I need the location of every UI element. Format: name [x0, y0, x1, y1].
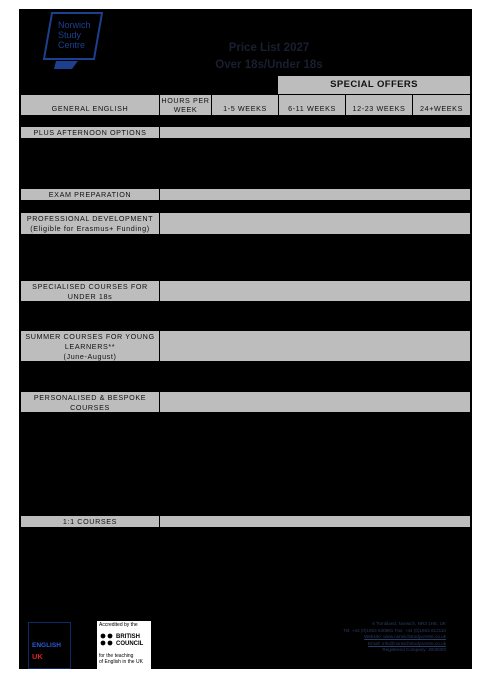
logo-line-3: Centre	[58, 40, 86, 50]
norwich-study-centre-logo	[38, 11, 103, 71]
section-personalised-bespoke: PERSONALISED & BESPOKE	[33, 392, 147, 402]
column-header-6-11-weeks: 6-11 WEEKS	[288, 103, 336, 113]
british-council-accredited: Accredited by the	[99, 622, 138, 628]
english-uk-line-2: UK	[32, 652, 43, 661]
footer-email-link[interactable]: Email: info@norwichstudycentre.co.uk	[368, 640, 446, 646]
logo-line-1: Norwich	[58, 20, 91, 30]
column-header-general-english: GENERAL ENGLISH	[51, 103, 129, 113]
column-header-12-23-weeks: 12-23 WEEKS	[352, 103, 406, 113]
column-header-24-weeks: 24+WEEKS	[420, 103, 463, 113]
section-specialised-courses: SPECIALISED COURSES FOR	[32, 281, 148, 291]
section-specialised-courses-line-2: UNDER 18s	[67, 291, 113, 301]
footer-contact	[343, 621, 446, 654]
logo-line-2: Study	[58, 30, 82, 40]
page-title: Price List 2027	[228, 42, 310, 54]
section-personalised-bespoke-line-2: COURSES	[70, 402, 110, 412]
section-professional-development: PROFESSIONAL DEVELOPMENT	[26, 214, 154, 223]
price-list-sheet	[19, 9, 472, 669]
english-uk-line-1: ENGLISH	[32, 642, 61, 649]
british-council-teaching: for the teaching of English in the UK	[99, 653, 143, 665]
british-council-dots-icon	[100, 633, 114, 647]
section-one-to-one-courses: 1:1 COURSES	[62, 517, 118, 526]
section-professional-development-note: (Eligible for Erasmus+ Funding)	[30, 224, 150, 233]
british-council-badge	[97, 621, 151, 669]
footer-company: Registered Company: 3000000	[382, 647, 446, 653]
column-header-1-5-weeks: 1-5 WEEKS	[223, 103, 267, 113]
section-summer-courses-line-2: LEARNERS**	[64, 341, 116, 351]
section-afternoon-options: PLUS AFTERNOON OPTIONS	[33, 128, 147, 137]
british-council-name: BRITISH COUNCIL	[116, 634, 144, 647]
footer-phone: Tel: +44 (0)1603 630981 Fax: +44 (0)1603 612110	[343, 627, 446, 633]
section-exam-preparation: EXAM PREPARATION	[48, 190, 132, 199]
section-summer-courses-dates: (June-August)	[63, 351, 117, 361]
footer-website-link[interactable]: Website: www.norwichstudycentre.co.uk	[364, 634, 446, 640]
footer-address: 6 Tombland, Norwich, NR3 1HE, UK	[372, 621, 446, 626]
english-uk-logo	[28, 622, 71, 669]
page-subtitle: Over 18s/Under 18s	[215, 59, 323, 71]
section-summer-courses: SUMMER COURSES FOR YOUNG	[25, 331, 155, 341]
column-header-hours: HOURS PER WEEK	[161, 96, 210, 114]
special-offers-label: SPECIAL OFFERS	[330, 79, 418, 91]
